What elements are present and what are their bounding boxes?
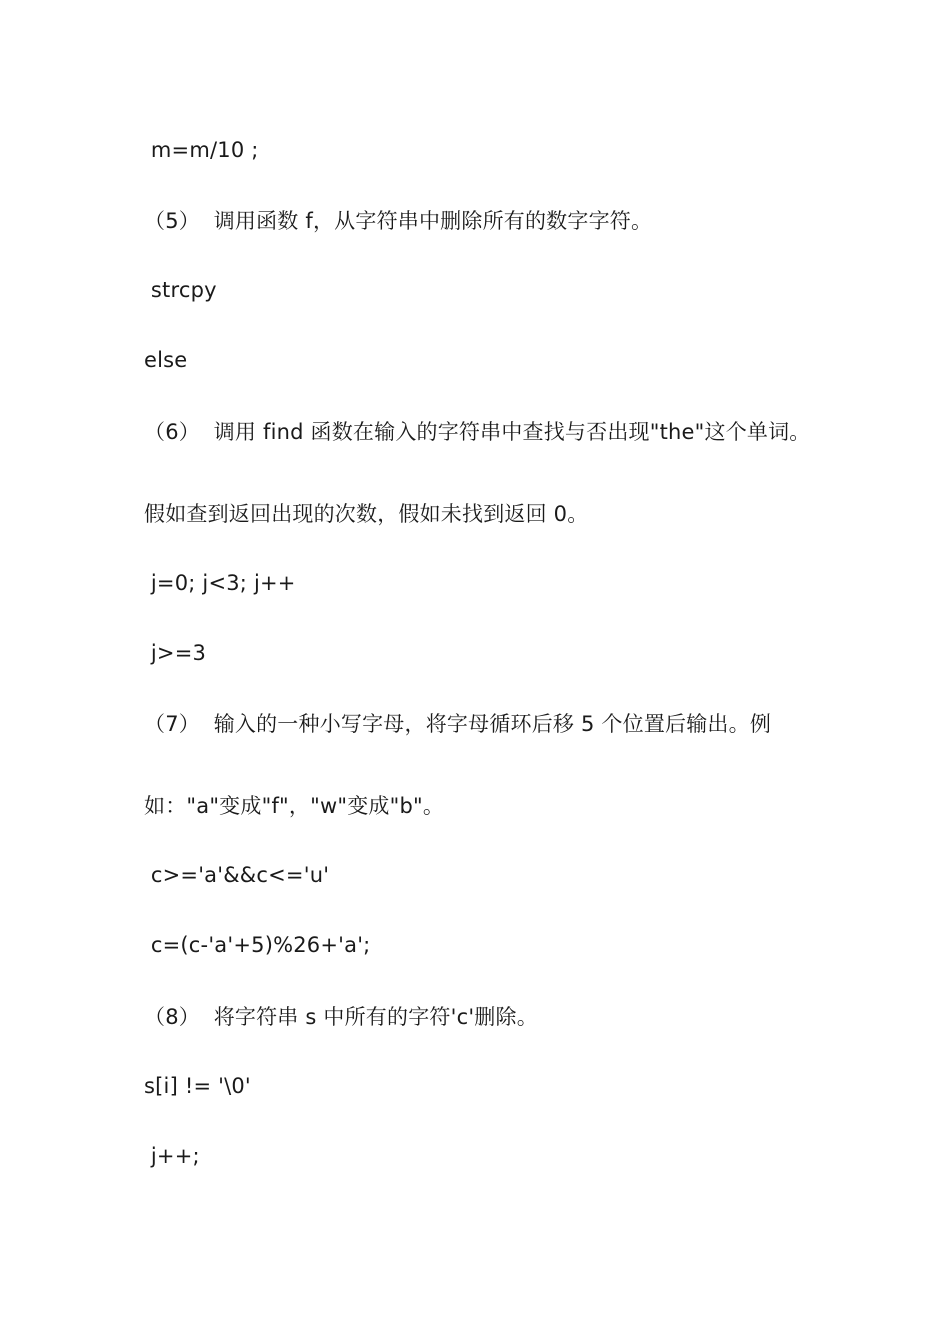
code-line-j-gte-3: j>=3 bbox=[144, 641, 207, 665]
question-6-continued: 假如查到返回出现的次数，假如未找到返回 0。 bbox=[144, 502, 589, 526]
code-line-else: else bbox=[144, 348, 188, 372]
code-line-strcpy: strcpy bbox=[144, 278, 217, 302]
code-line-null-check: s[i] != '\0' bbox=[144, 1074, 251, 1098]
code-line-shift-formula: c=(c-'a'+5)%26+'a'; bbox=[144, 933, 371, 957]
question-5-text: （5） 调用函数 f，从字符串中删除所有的数字字符。 bbox=[144, 209, 653, 233]
code-line-m-div: m=m/10 ; bbox=[144, 138, 259, 162]
code-line-char-range: c>='a'&&c<='u' bbox=[144, 863, 330, 887]
question-6-text: （6） 调用 find 函数在输入的字符串中查找与否出现"the"这个单词。 bbox=[144, 420, 811, 444]
question-8-text: （8） 将字符串 s 中所有的字符'c'删除。 bbox=[144, 1005, 538, 1029]
code-line-for-loop: j=0; j<3; j++ bbox=[144, 571, 296, 595]
question-7-continued: 如："a"变成"f"，"w"变成"b"。 bbox=[144, 794, 445, 818]
question-7-text: （7） 输入的一种小写字母，将字母循环后移 5 个位置后输出。例 bbox=[144, 712, 772, 736]
code-line-j-increment: j++; bbox=[144, 1144, 200, 1168]
